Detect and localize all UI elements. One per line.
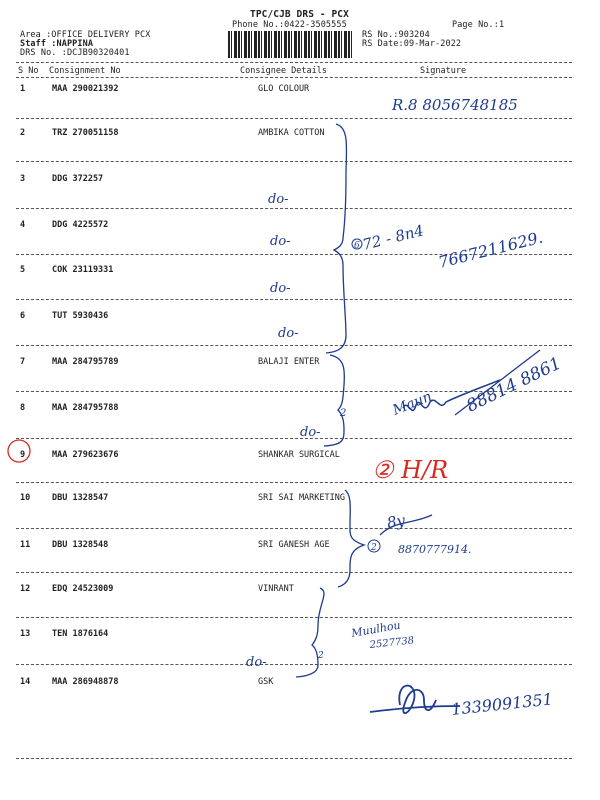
row-serial-number: 9 [20,450,26,460]
signature-scribble-row-8 [403,380,500,410]
barcode-icon [228,31,354,58]
group-count-2: 2 [318,651,324,661]
col-header-consignment: Consignment No [49,66,121,76]
ditto-mark: do- [270,281,291,296]
phone-row-14: 1339091351 [450,689,554,719]
col-header-details: Consignee Details [240,66,327,76]
row-serial-number: 7 [20,357,26,367]
row-consignment-number: MAA 284795789 [52,357,119,367]
header-divider-bottom [16,77,572,78]
row-serial-number: 1 [20,84,26,94]
col-header-sno: S No [18,66,39,76]
strike-line [455,350,540,415]
row-consignee-details: SRI GANESH AGE [258,540,330,550]
row-divider [16,299,572,300]
group-count-2: 2 [340,408,347,419]
row-consignment-number: EDQ 24523009 [52,584,114,594]
row-serial-number: 12 [20,584,31,594]
row-serial-number: 14 [20,677,31,687]
row-serial-number: 2 [20,128,26,138]
row-serial-number: 5 [20,265,26,275]
row-divider [16,438,572,439]
phone-number: Phone No.:0422-3505555 [232,20,347,30]
area-label: Area :OFFICE DELIVERY PCX [20,30,151,40]
row-divider [16,572,572,573]
row-divider [16,528,572,529]
hr-mark: ② H/R [372,456,449,484]
row-9-highlight-circle [8,440,30,462]
rs-date: RS Date:09-Mar-2022 [362,39,462,49]
row-divider [16,345,572,346]
row-consignment-number: TUT 5930436 [52,311,109,321]
row-divider [16,208,572,209]
row-consignee-details: GLO COLOUR [258,84,310,94]
signature-row-8: Maun [390,388,435,419]
row-consignment-number: COK 23119331 [52,265,114,275]
sheet-title: TPC/CJB DRS - PCX [250,9,349,20]
row-consignment-number: MAA 284795788 [52,403,119,413]
brace-group-2a [324,355,347,446]
row-consignment-number: MAA 279623676 [52,450,119,460]
row-consignment-number: TEN 1876164 [52,629,109,639]
row-divider [16,254,572,255]
page-number: Page No.:1 [452,20,505,30]
staff-label: Staff :NAPPINA [20,39,94,49]
row-serial-number: 11 [20,540,31,550]
header-divider-top [16,62,572,63]
row-serial-number: 3 [20,174,26,184]
signature-row-13: Muulhou [350,618,402,640]
group-count-2: 2 [371,543,377,553]
row-consignee-details: VINRANT [258,584,294,594]
row-serial-number: 6 [20,311,26,321]
phone-row-11: 8870777914. [398,543,472,556]
row-consignment-number: DDG 4225572 [52,220,109,230]
ditto-mark: do- [270,234,291,249]
signature-scribble-row-10 [380,515,432,535]
drs-number: DRS No. :DCJB90320401 [20,48,130,58]
signature-scribble-row-14 [370,686,460,714]
row-consignment-number: TRZ 270051158 [52,128,119,138]
rs-number: RS No.:903204 [362,30,430,40]
row-divider [16,758,572,759]
brace-group-6 [326,124,347,353]
row-serial-number: 4 [20,220,26,230]
row-serial-number: 8 [20,403,26,413]
row-consignment-number: DBU 1328547 [52,493,109,503]
row-divider [16,664,572,665]
row-divider [16,118,572,119]
row-serial-number: 10 [20,493,31,503]
row-consignee-details: BALAJI ENTER [258,357,320,367]
phone-row-4: 7667211629. [436,227,545,272]
signature-row-10: 8y [385,511,407,532]
row-divider [16,617,572,618]
row-divider [16,482,572,483]
ditto-mark: do- [246,655,267,670]
group-count-circle [368,540,380,552]
ditto-mark: do- [268,192,289,207]
row-divider [16,391,572,392]
ditto-mark: do- [278,326,299,341]
ditto-mark: do- [300,425,321,440]
row-consignee-details: SHANKAR SURGICAL [258,450,340,460]
row-divider [16,161,572,162]
row-consignment-number: DBU 1328548 [52,540,109,550]
row-consignee-details: SRI SAI MARKETING [258,493,345,503]
row-consignment-number: MAA 286948878 [52,677,119,687]
row-consignment-number: MAA 290021392 [52,84,119,94]
group-count-6: 6 [354,241,360,251]
phone-row-8: 88814 8861 [463,353,565,417]
signature-row-4: 72 - 8n4 [360,221,426,254]
signature-row-1: R.8 8056748185 [392,96,518,114]
row-consignment-number: DDG 372257 [52,174,104,184]
col-header-signature: Signature [420,66,467,76]
row-consignee-details: AMBIKA COTTON [258,128,325,138]
row-serial-number: 13 [20,629,31,639]
group-count-circle [352,239,362,249]
phone-row-13: 2527738 [369,635,415,651]
row-consignee-details: GSK [258,677,274,687]
